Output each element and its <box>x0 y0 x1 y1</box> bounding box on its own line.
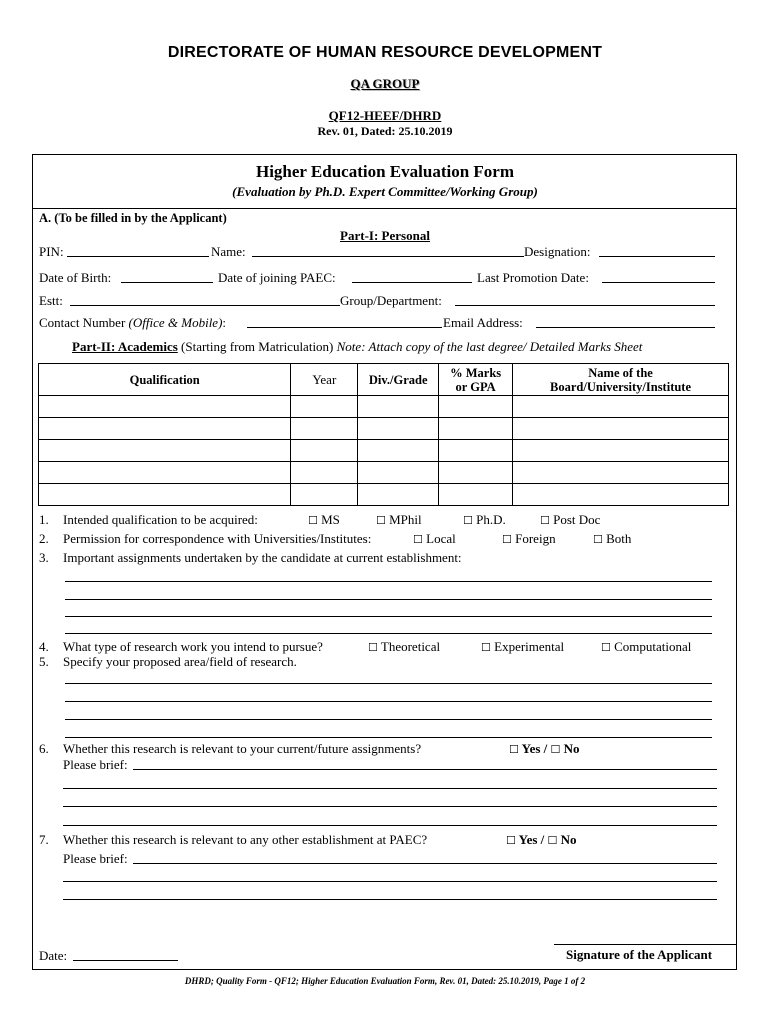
table-cell[interactable] <box>439 440 513 462</box>
directorate-title: DIRECTORATE OF HUMAN RESOURCE DEVELOPMENT <box>167 44 603 61</box>
option-label: Computational <box>614 639 692 654</box>
table-cell[interactable] <box>39 440 291 462</box>
q6-brief-label: Please brief: <box>63 757 128 772</box>
table-cell[interactable] <box>291 418 358 440</box>
q6-answer-line[interactable] <box>63 806 717 807</box>
q7-brief-line[interactable] <box>133 863 717 864</box>
checkbox-icon[interactable]: ☐ <box>601 641 611 654</box>
table-cell[interactable] <box>439 484 513 506</box>
no-label: No <box>563 741 580 756</box>
q1-option-ms[interactable] <box>308 512 340 528</box>
joining-field[interactable] <box>352 282 472 283</box>
table-row <box>39 440 729 462</box>
name-field[interactable] <box>252 256 524 257</box>
q4-option-theoretical[interactable] <box>368 639 440 655</box>
col-year: Year <box>291 364 358 396</box>
estt-label: Estt: <box>39 293 63 308</box>
table-cell[interactable] <box>358 396 439 418</box>
q1-option-phd[interactable] <box>463 512 506 528</box>
table-cell[interactable] <box>439 396 513 418</box>
q7-answer-line[interactable] <box>63 881 717 882</box>
checkbox-icon[interactable]: ☐ <box>308 514 318 527</box>
option-label: Local <box>426 531 456 546</box>
option-label: MS <box>321 512 340 527</box>
q1-option-postdoc[interactable] <box>540 512 600 528</box>
name-label: Name: <box>211 244 246 259</box>
option-label: Post Doc <box>553 512 601 527</box>
table-cell[interactable] <box>439 418 513 440</box>
table-cell[interactable] <box>513 418 729 440</box>
table-cell[interactable] <box>39 418 291 440</box>
email-label: Email Address: <box>443 315 523 330</box>
part2-title: Part-II: Academics <box>72 339 178 354</box>
q3-answer-line[interactable] <box>65 581 712 582</box>
dob-field[interactable] <box>121 282 213 283</box>
checkbox-icon[interactable]: ☐ <box>593 533 603 546</box>
table-cell[interactable] <box>291 484 358 506</box>
checkbox-icon[interactable]: ☐ <box>547 834 558 847</box>
q6-number: 6. <box>39 741 49 756</box>
table-cell[interactable] <box>513 484 729 506</box>
checkbox-icon[interactable]: ☐ <box>376 514 386 527</box>
table-cell[interactable] <box>513 396 729 418</box>
q5-answer-line[interactable] <box>65 719 712 720</box>
q4-option-experimental[interactable] <box>481 639 564 655</box>
q7-yes-no[interactable] <box>506 832 577 848</box>
q7-text: Whether this research is relevant to any other establishment at PAEC? <box>63 832 428 847</box>
q4-option-computational[interactable] <box>601 639 691 655</box>
q6-answer-line[interactable] <box>63 825 717 826</box>
section-a-label: A. (To be filled in by the Applicant) <box>39 211 227 225</box>
q7-number: 7. <box>39 832 49 847</box>
checkbox-icon[interactable]: ☐ <box>368 641 378 654</box>
promotion-field[interactable] <box>602 282 715 283</box>
q6-brief-line[interactable] <box>133 769 717 770</box>
q4-text: What type of research work you intend to pursue? <box>63 639 323 654</box>
qa-group-title: QA GROUP <box>350 76 420 91</box>
estt-field[interactable] <box>70 305 340 306</box>
form-title: Higher Education Evaluation Form <box>255 162 514 181</box>
q3-number: 3. <box>39 550 49 565</box>
checkbox-icon[interactable]: ☐ <box>413 533 423 546</box>
checkbox-icon[interactable]: ☐ <box>540 514 550 527</box>
checkbox-icon[interactable]: ☐ <box>481 641 491 654</box>
q6-answer-line[interactable] <box>63 788 717 789</box>
joining-label: Date of joining PAEC: <box>218 270 336 285</box>
q2-option-local[interactable] <box>413 531 456 547</box>
table-row <box>39 396 729 418</box>
pin-field[interactable] <box>67 256 209 257</box>
pin-label: PIN: <box>39 244 64 259</box>
contact-field[interactable] <box>247 327 442 328</box>
checkbox-icon[interactable]: ☐ <box>550 743 561 756</box>
table-cell[interactable] <box>358 418 439 440</box>
table-cell[interactable] <box>291 440 358 462</box>
q3-answer-line[interactable] <box>65 633 712 634</box>
q3-answer-line[interactable] <box>65 599 712 600</box>
designation-field[interactable] <box>599 256 715 257</box>
part2-heading <box>72 339 642 355</box>
promotion-label: Last Promotion Date: <box>477 270 589 285</box>
table-cell[interactable] <box>291 462 358 484</box>
col-board: Name of the Board/University/Institute <box>513 364 729 396</box>
signature-line[interactable] <box>554 944 737 945</box>
table-cell[interactable] <box>358 462 439 484</box>
option-label: Both <box>606 531 632 546</box>
q2-option-both[interactable] <box>593 531 631 547</box>
group-dept-label: Group/Department: <box>340 293 442 308</box>
form-subtitle: (Evaluation by Ph.D. Expert Committee/Working Group) <box>232 184 538 199</box>
designation-label: Designation: <box>524 244 591 259</box>
yes-label: Yes / <box>518 832 548 847</box>
table-row <box>39 462 729 484</box>
col-div-grade: Div./Grade <box>358 364 439 396</box>
revision-date: Rev. 01, Dated: 25.10.2019 <box>317 124 453 138</box>
date-label: Date: <box>39 948 68 963</box>
checkbox-icon[interactable]: ☐ <box>509 743 519 756</box>
checkbox-icon[interactable]: ☐ <box>463 514 473 527</box>
table-cell[interactable] <box>39 396 291 418</box>
no-label: No <box>560 832 577 847</box>
col-marks: % Marks or GPA <box>439 364 513 396</box>
contact-note: (Office & Mobile) <box>128 315 223 330</box>
option-label: MPhil <box>389 512 422 527</box>
q5-text: Specify your proposed area/field of research. <box>63 654 297 669</box>
table-cell[interactable] <box>439 462 513 484</box>
q3-text: Important assignments undertaken by the candidate at current establishment: <box>63 550 462 565</box>
part2-paren: (Starting from Matriculation) <box>181 339 334 354</box>
contact-colon: : <box>222 315 227 330</box>
q2-text: Permission for correspondence with Universities/Institutes: <box>63 531 372 546</box>
group-dept-field[interactable] <box>455 305 715 306</box>
q6-yes-no[interactable] <box>509 741 580 757</box>
checkbox-icon[interactable]: ☐ <box>506 834 516 847</box>
q5-number: 5. <box>39 654 49 669</box>
table-cell[interactable] <box>358 440 439 462</box>
q5-answer-line[interactable] <box>65 701 712 702</box>
table-row <box>39 484 729 506</box>
table-cell[interactable] <box>39 462 291 484</box>
contact-label <box>39 315 226 331</box>
signature-label: Signature of the Applicant <box>566 947 713 962</box>
table-header-row <box>39 364 729 396</box>
option-label: Foreign <box>515 531 556 546</box>
q6-text: Whether this research is relevant to your current/future assignments? <box>63 741 422 756</box>
table-cell[interactable] <box>513 462 729 484</box>
option-label: Experimental <box>494 639 565 654</box>
q4-number: 4. <box>39 639 49 654</box>
q1-text: Intended qualification to be acquired: <box>63 512 258 527</box>
q2-option-foreign[interactable] <box>502 531 556 547</box>
table-cell[interactable] <box>513 440 729 462</box>
table-row <box>39 418 729 440</box>
table-cell[interactable] <box>39 484 291 506</box>
date-field[interactable] <box>73 960 178 961</box>
section-divider <box>32 208 737 209</box>
q1-option-mphil[interactable] <box>376 512 422 528</box>
yes-label: Yes / <box>521 741 551 756</box>
q5-answer-line[interactable] <box>65 737 712 738</box>
q7-answer-line[interactable] <box>63 899 717 900</box>
checkbox-icon[interactable]: ☐ <box>502 533 512 546</box>
contact-label-text: Contact Number <box>39 315 126 330</box>
q1-number: 1. <box>39 512 49 527</box>
col-qualification: Qualification <box>39 364 291 396</box>
q7-brief-label: Please brief: <box>63 851 128 866</box>
option-label: Ph.D. <box>476 512 506 527</box>
dob-label: Date of Birth: <box>39 270 112 285</box>
part2-note: Note: Attach copy of the last degree/ Detailed Marks Sheet <box>336 339 643 354</box>
page-footer: DHRD; Quality Form - QF12; Higher Education Evaluation Form, Rev. 01, Dated: 25.10.2019, Page 1 of 2 <box>184 976 586 986</box>
form-code: QF12-HEEF/DHRD <box>328 108 442 123</box>
q5-answer-line[interactable] <box>65 683 712 684</box>
q2-number: 2. <box>39 531 49 546</box>
table-cell[interactable] <box>291 396 358 418</box>
academics-table <box>38 363 729 506</box>
q3-answer-line[interactable] <box>65 616 712 617</box>
email-field[interactable] <box>536 327 715 328</box>
part1-title: Part-I: Personal <box>340 228 430 243</box>
option-label: Theoretical <box>380 639 441 654</box>
table-cell[interactable] <box>358 484 439 506</box>
